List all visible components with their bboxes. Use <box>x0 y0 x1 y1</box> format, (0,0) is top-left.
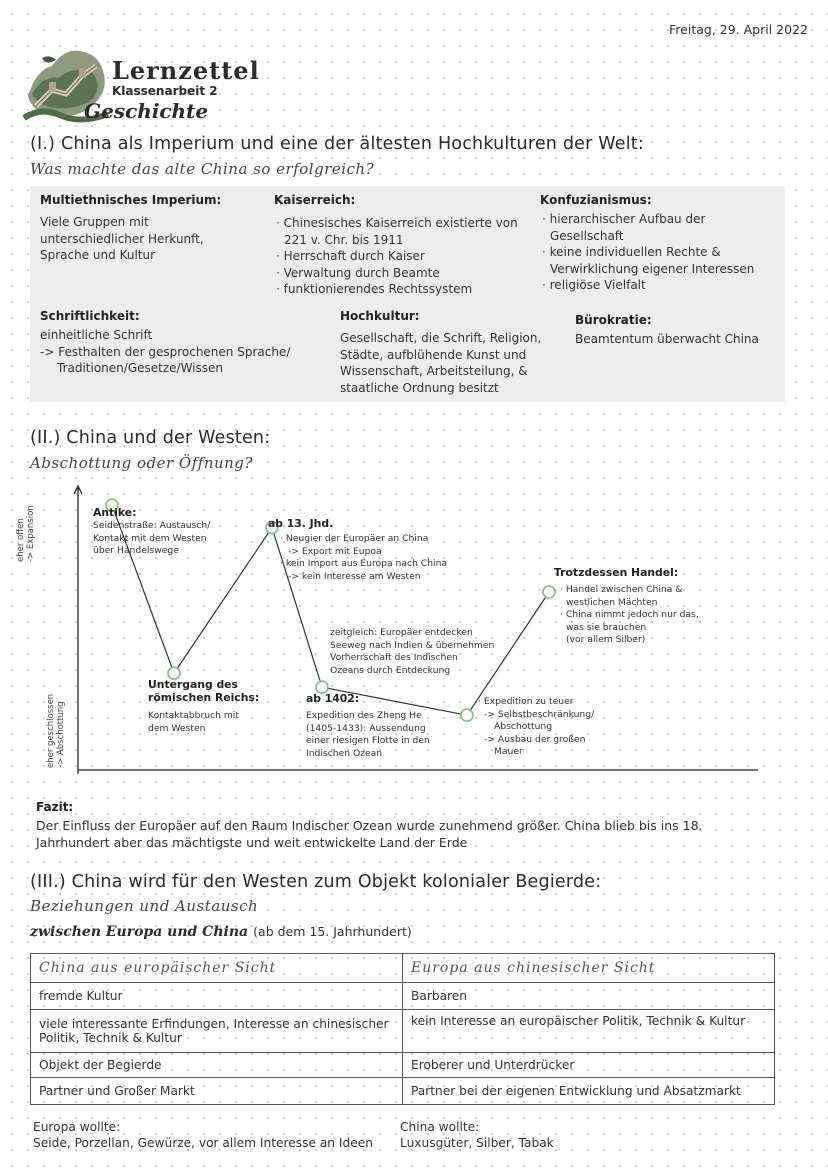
china-wollte <box>400 1120 554 1151</box>
box-kaiser-title: Kaiserreich: <box>274 193 356 207</box>
chart-annotation-zeitgleich <box>330 627 530 677</box>
section1-heading: (I.) China als Imperium und eine der ältesten Hochkulturen der Welt: <box>30 134 644 154</box>
table-header-cell: Europa aus chinesischer Sicht <box>403 954 775 983</box>
chart-text-line: -> Ausbau der großen <box>484 733 586 745</box>
chart-text-line: Indischen Ozean <box>306 747 383 759</box>
chart-text-line: · Handel zwischen China & <box>560 584 683 595</box>
chart-text-line: Seeweg nach Indien & übernehmen <box>330 639 495 651</box>
chart-text-line: Abschottung <box>494 721 553 732</box>
axis-label-closed <box>10 680 80 770</box>
chart-text-line: was sie brauchen <box>566 621 647 633</box>
box-kaiser-list <box>274 215 524 298</box>
table-row <box>31 1010 775 1053</box>
chart-text-line: · Expedition zu teuer <box>478 696 574 707</box>
point-13jhd-label: ab 13. Jhd. <box>268 517 334 530</box>
schrift-line: -> Festhalten der gesprochenen Sprache/ Traditionen/Gesetze/Wissen <box>40 344 291 375</box>
chart-text-line: · kein Import aus Europa nach China <box>280 558 448 569</box>
table-cell: Barbaren <box>403 983 775 1010</box>
title-klassenarbeit: Klassenarbeit 2 <box>112 84 218 98</box>
table-cell: Eroberer und Unterdrücker <box>403 1053 775 1078</box>
relation-note: (ab dem 15. Jahrhundert) <box>253 924 412 939</box>
table-cell: fremde Kultur <box>31 983 403 1010</box>
title-subject: Geschichte <box>84 99 209 123</box>
box-schrift-title: Schriftlichkeit: <box>40 309 140 323</box>
konf-item: · keine individuellen Rechte & Verwirklichung eigener Interessen <box>542 245 755 276</box>
point-handel-label: Trotzdessen Handel: <box>554 566 679 579</box>
section1-question: Was machte das alte China so erfolgreich? <box>30 160 375 178</box>
chart-text-line: -> kein Interesse am Westen <box>288 570 421 582</box>
axis-label-open <box>10 500 80 570</box>
chart-text-line: Ozeans durch Entdeckung <box>330 664 451 676</box>
box-konf-title: Konfuzianismus: <box>540 193 652 207</box>
kaiser-item: · Verwaltung durch Beamte <box>276 265 440 280</box>
chart-text-line: (vor allem Silber) <box>566 634 646 645</box>
europa-wollte <box>33 1120 373 1151</box>
box-hoch-text: Gesellschaft, die Schrift, Religion, Städte, aufblühende Kunst und Wissenschaft, Arbeitsteilung, & staatliche Ordnung besitzt <box>340 331 542 395</box>
table-header-row <box>31 954 775 983</box>
chart-text-line: -> Selbstbeschränkung/ <box>484 708 595 720</box>
axis-closed-line: eher geschlossen <box>46 693 56 768</box>
title-lernzettel: Lernzettel <box>112 56 260 85</box>
comparison-table <box>30 953 775 1105</box>
chart-text-line: Expedition des Zheng He <box>306 710 422 721</box>
europa-wollte-label: Europa wollte: <box>33 1120 121 1134</box>
chart-text-line: dem Westen <box>148 722 206 734</box>
table-row <box>31 1078 775 1105</box>
point-untergang-text <box>148 710 288 735</box>
chart-text-line: (1405-1433): Aussendung <box>306 722 426 734</box>
box-hoch-title: Hochkultur: <box>340 309 420 323</box>
table-cell: viele interessante Erfindungen, Interesse an chinesischer Politik, Technik & Kultur <box>31 1010 403 1053</box>
kaiser-item: · funktionierendes Rechtssystem <box>276 282 473 296</box>
chart-text-line: · China nimmt jedoch nur das, <box>560 609 699 620</box>
table-cell: Objekt der Begierde <box>31 1053 403 1078</box>
section3-subheading: Beziehungen und Austausch <box>30 897 259 915</box>
point-antike-text <box>93 520 253 558</box>
timeline-point <box>543 586 555 598</box>
box-schrift-text <box>40 327 330 377</box>
konf-item: · hierarchischer Aufbau der Gesellschaft <box>542 212 706 243</box>
box-buero-text: Beamtentum überwacht China <box>575 332 759 346</box>
table-cell: Partner bei der eigenen Entwicklung und Absatzmarkt <box>403 1078 775 1105</box>
section2-heading: (II.) China und der Westen: <box>30 428 271 448</box>
box-konf-list <box>540 211 780 294</box>
china-wollte-text: Luxusgüter, Silber, Tabak <box>400 1135 554 1150</box>
box-multi-text: Viele Gruppen mit unterschiedlicher Herkunft, Sprache und Kultur <box>40 215 204 262</box>
box-buero-title: Bürokratie: <box>575 313 652 327</box>
date-label: Freitag, 29. April 2022 <box>669 22 808 37</box>
chart-text-line: -> Export mit Eupoa <box>288 545 382 557</box>
europa-wollte-text: Seide, Porzellan, Gewürze, vor allem Interesse an Ideen <box>33 1135 373 1150</box>
chart-text-line: Mauer <box>494 746 523 757</box>
fazit-text: Der Einfluss der Europäer auf den Raum Indischer Ozean wurde zunehmend größer. China blieb bis ins 18. Jahrhundert aber das mächtigste und weit entwickelte Land der Erde <box>36 818 703 850</box>
chart-text-line: Vorherrschaft des Indischen <box>330 652 458 663</box>
chart-text-line: Seidenstraße: Austausch/ <box>93 520 211 531</box>
schrift-line: einheitliche Schrift <box>40 328 153 342</box>
point-teuer-text <box>478 696 628 759</box>
kaiser-item: · Chinesisches Kaiserreich existierte von 221 v. Chr. bis 1911 <box>276 216 518 247</box>
point-handel-text <box>560 584 740 647</box>
konf-item: · religiöse Vielfalt <box>542 278 646 292</box>
point-1402-text <box>306 710 466 760</box>
kaiser-item: · Herrschaft durch Kaiser <box>276 249 425 263</box>
relation-label: zwischen Europa und China <box>30 924 249 940</box>
section3-heading: (III.) China wird für den Westen zum Objekt kolonialer Begierde: <box>30 872 602 892</box>
section2-question: Abschottung oder Öffnung? <box>30 454 253 472</box>
table-row <box>31 1053 775 1078</box>
table-header-cell: China aus europäischer Sicht <box>31 954 403 983</box>
chart-text-line: · Neugier der Europäer an China <box>280 533 429 544</box>
point-antike-label: Antike: <box>93 506 137 519</box>
chart-text-line: Kontaktabbruch mit <box>148 710 239 721</box>
axis-open-line: -> Expansion <box>26 505 36 562</box>
axis-open-line: eher offen <box>16 518 26 562</box>
table-row <box>31 983 775 1010</box>
china-wollte-label: China wollte: <box>400 1120 480 1134</box>
table-cell: kein Interesse an europäischer Politik, Technik & Kultur <box>403 1010 775 1053</box>
point-1402-label: ab 1402: <box>306 692 360 705</box>
chart-text-line: einer riesigen Flotte in den <box>306 735 430 746</box>
axis-closed-line: -> Abschottung <box>56 701 66 768</box>
box-multi-title: Multiethnisches Imperium: <box>40 193 222 207</box>
chart-text-line: zeitgleich: Europäer entdecken <box>330 627 473 638</box>
section3-relation <box>30 921 412 940</box>
point-untergang-label: Untergang des römischen Reichs: <box>148 678 260 704</box>
fazit-title: Fazit: <box>36 800 74 814</box>
chart-text-line: über Handelswege <box>93 545 179 556</box>
chart-text-line: Kontakt mit dem Westen <box>93 532 207 544</box>
table-cell: Partner und Großer Markt <box>31 1078 403 1105</box>
point-13jhd-text <box>280 533 480 583</box>
chart-text-line: westlichen Mächten <box>566 596 658 608</box>
